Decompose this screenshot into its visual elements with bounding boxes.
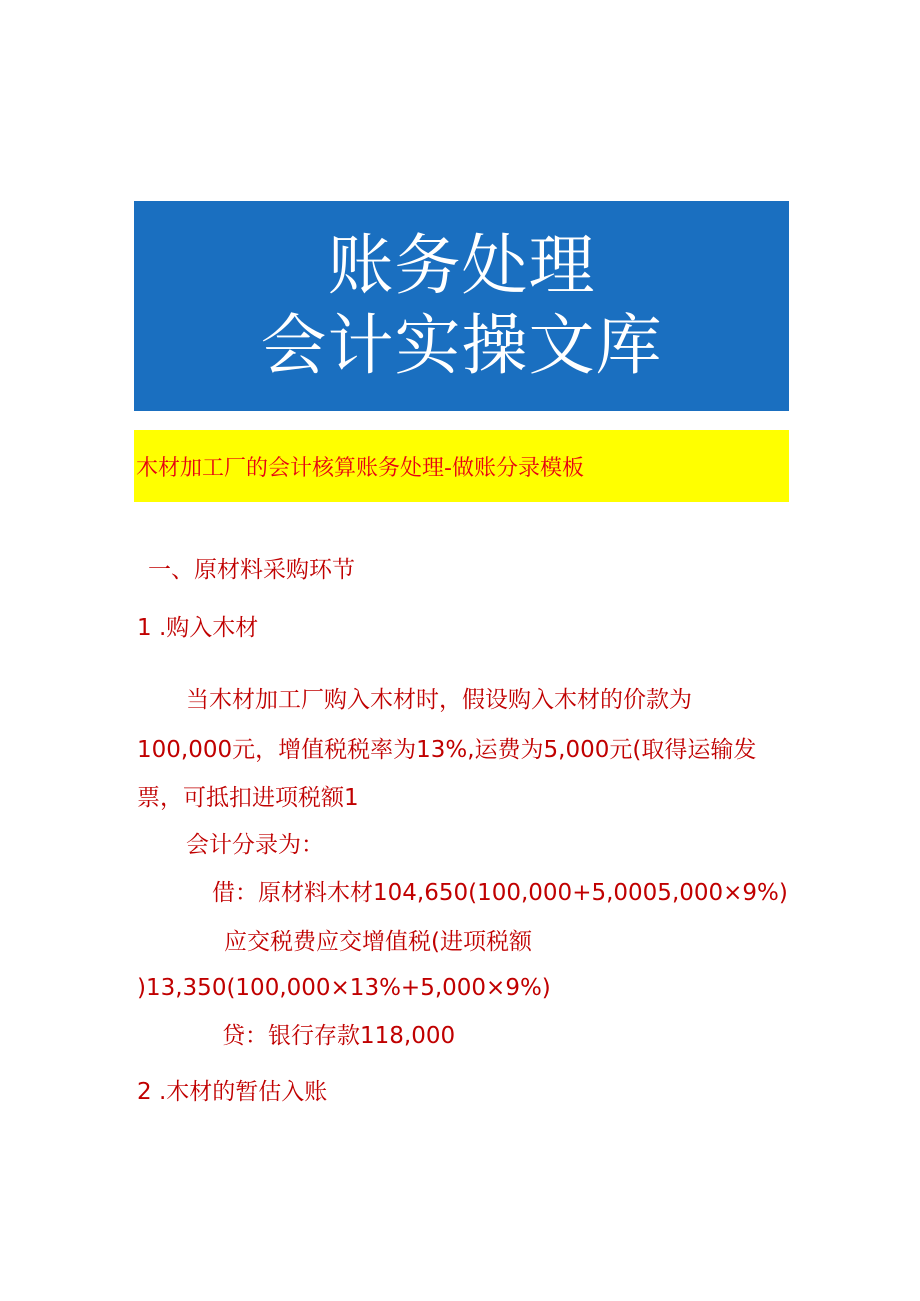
- debit-entry-2-line1: 应交税费应交增值税(进项税额: [224, 929, 532, 955]
- paragraph-line-2: 100,000元，增值税税率为13%,运费为5,000元(取得运输发: [137, 737, 757, 763]
- entry-label: 会计分录为：: [186, 832, 324, 858]
- banner-title-line2: 会计实操文库: [260, 307, 663, 384]
- debit-entry-2-line2: )13,350(100,000×13%+5,000×9%): [137, 975, 551, 1001]
- credit-entry-1: 贷：银行存款118,000: [222, 1023, 456, 1049]
- item-heading-1: 1 .购入木材: [137, 615, 259, 641]
- debit-entry-1: 借：原材料木材104,650(100,000+5,0005,000×9%): [212, 880, 788, 906]
- paragraph-line-1: 当木材加工厂购入木材时，假设购入木材的价款为: [186, 687, 692, 713]
- paragraph-line-3: 票，可抵扣进项税额1: [137, 785, 359, 811]
- subtitle-bar: [134, 430, 789, 502]
- title-banner: [134, 201, 789, 411]
- section-heading: 一、原材料采购环节: [148, 557, 355, 583]
- document-subtitle: 木材加工厂的会计核算账务处理-做账分录模板: [136, 455, 584, 481]
- banner-title-line1: 账务处理: [327, 227, 596, 304]
- item-heading-2: 2 .木材的暂估入账: [137, 1079, 328, 1105]
